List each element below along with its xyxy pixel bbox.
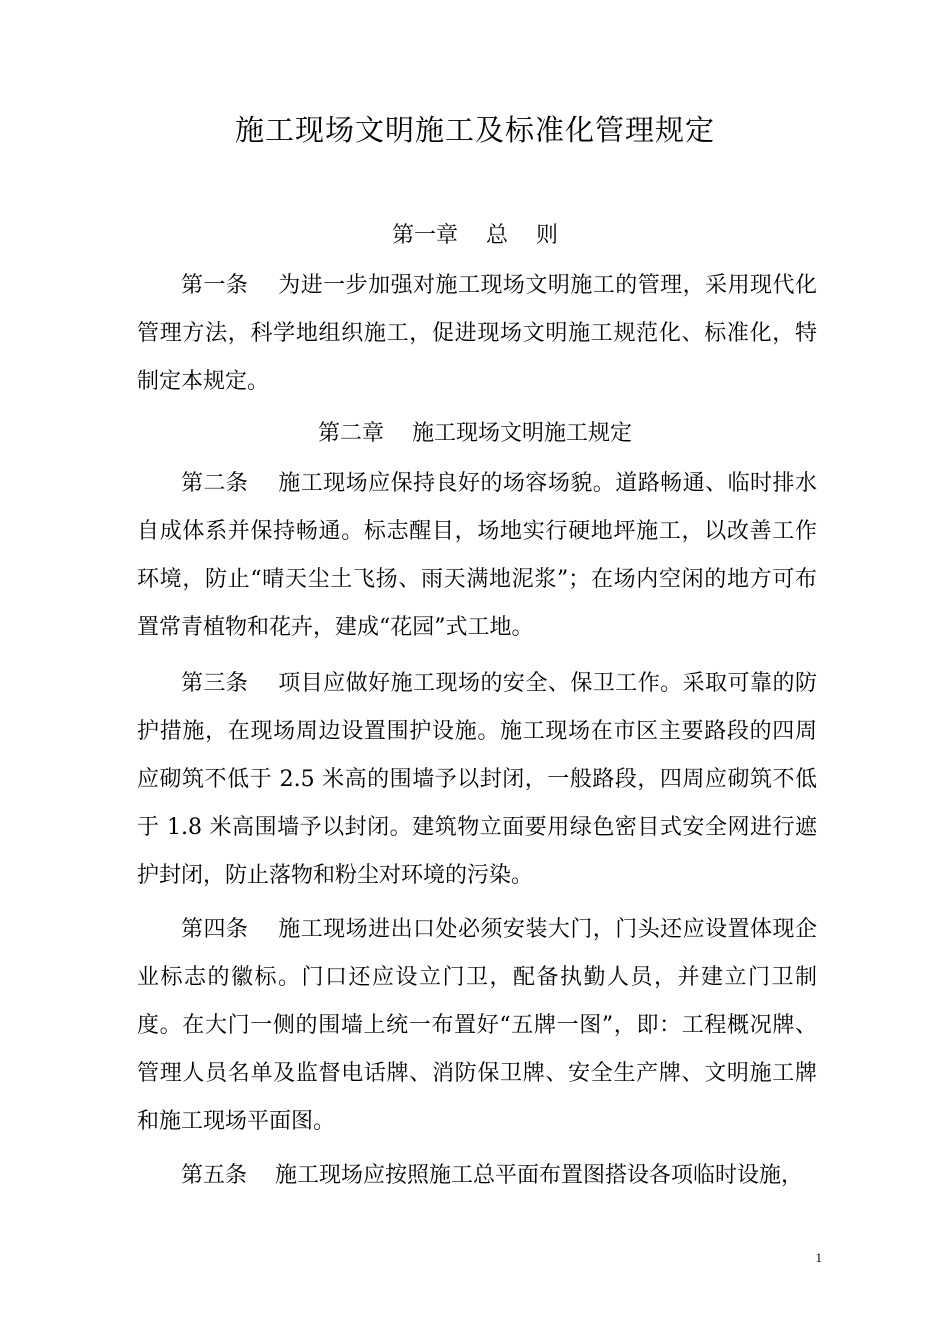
chapter-2-heading: 第二章 施工现场文明施工规定 (318, 421, 632, 446)
article-4: 第四条 施工现场进出口处必须安装大门，门头还应设置体现企业标志的徽标。门口还应设立门卫，配备执勤人员，并建立门卫制度。在大门一侧的围墙上统一布置好“五牌一图”，即：工程概况牌、管理人员名单及监督电话牌、消防保卫牌、安全生产牌、文明施工牌和施工现场平面图。 (137, 917, 817, 1134)
article-1: 第一条 为进一步加强对施工现场文明施工的管理，采用现代化管理方法，科学地组织施工，促进现场文明施工规范化、标准化，特制定本规定。 (137, 273, 817, 394)
article-3: 第三条 项目应做好施工现场的安全、保卫工作。采取可靠的防护措施，在现场周边设置围护设施。施工现场在市区主要路段的四周应砌筑不低于 2.5 米高的围墙予以封闭，一般路段，四周应砌筑不低于 1.8 米高围墙予以封闭。建筑物立面要用绿色密目式安全网进行遮护封闭，防止落物和粉尘对环境的污染。 (137, 671, 817, 888)
article-5: 第五条 施工现场应按照施工总平面布置图搭设各项临时设施， (181, 1163, 803, 1188)
article-2: 第二条 施工现场应保持良好的场容场貌。道路畅通、临时排水自成体系并保持畅通。标志醒目，场地实行硬地坪施工，以改善工作环境，防止“晴天尘土飞扬、雨天满地泥浆”；在场内空闲的地方可布置常青植物和花卉，建成“花园”式工地。 (137, 471, 817, 640)
chapter-1-heading: 第一章 总 则 (392, 223, 558, 248)
page-number: 1 (815, 1250, 822, 1265)
document-title: 施工现场文明施工及标准化管理规定 (234, 113, 715, 147)
